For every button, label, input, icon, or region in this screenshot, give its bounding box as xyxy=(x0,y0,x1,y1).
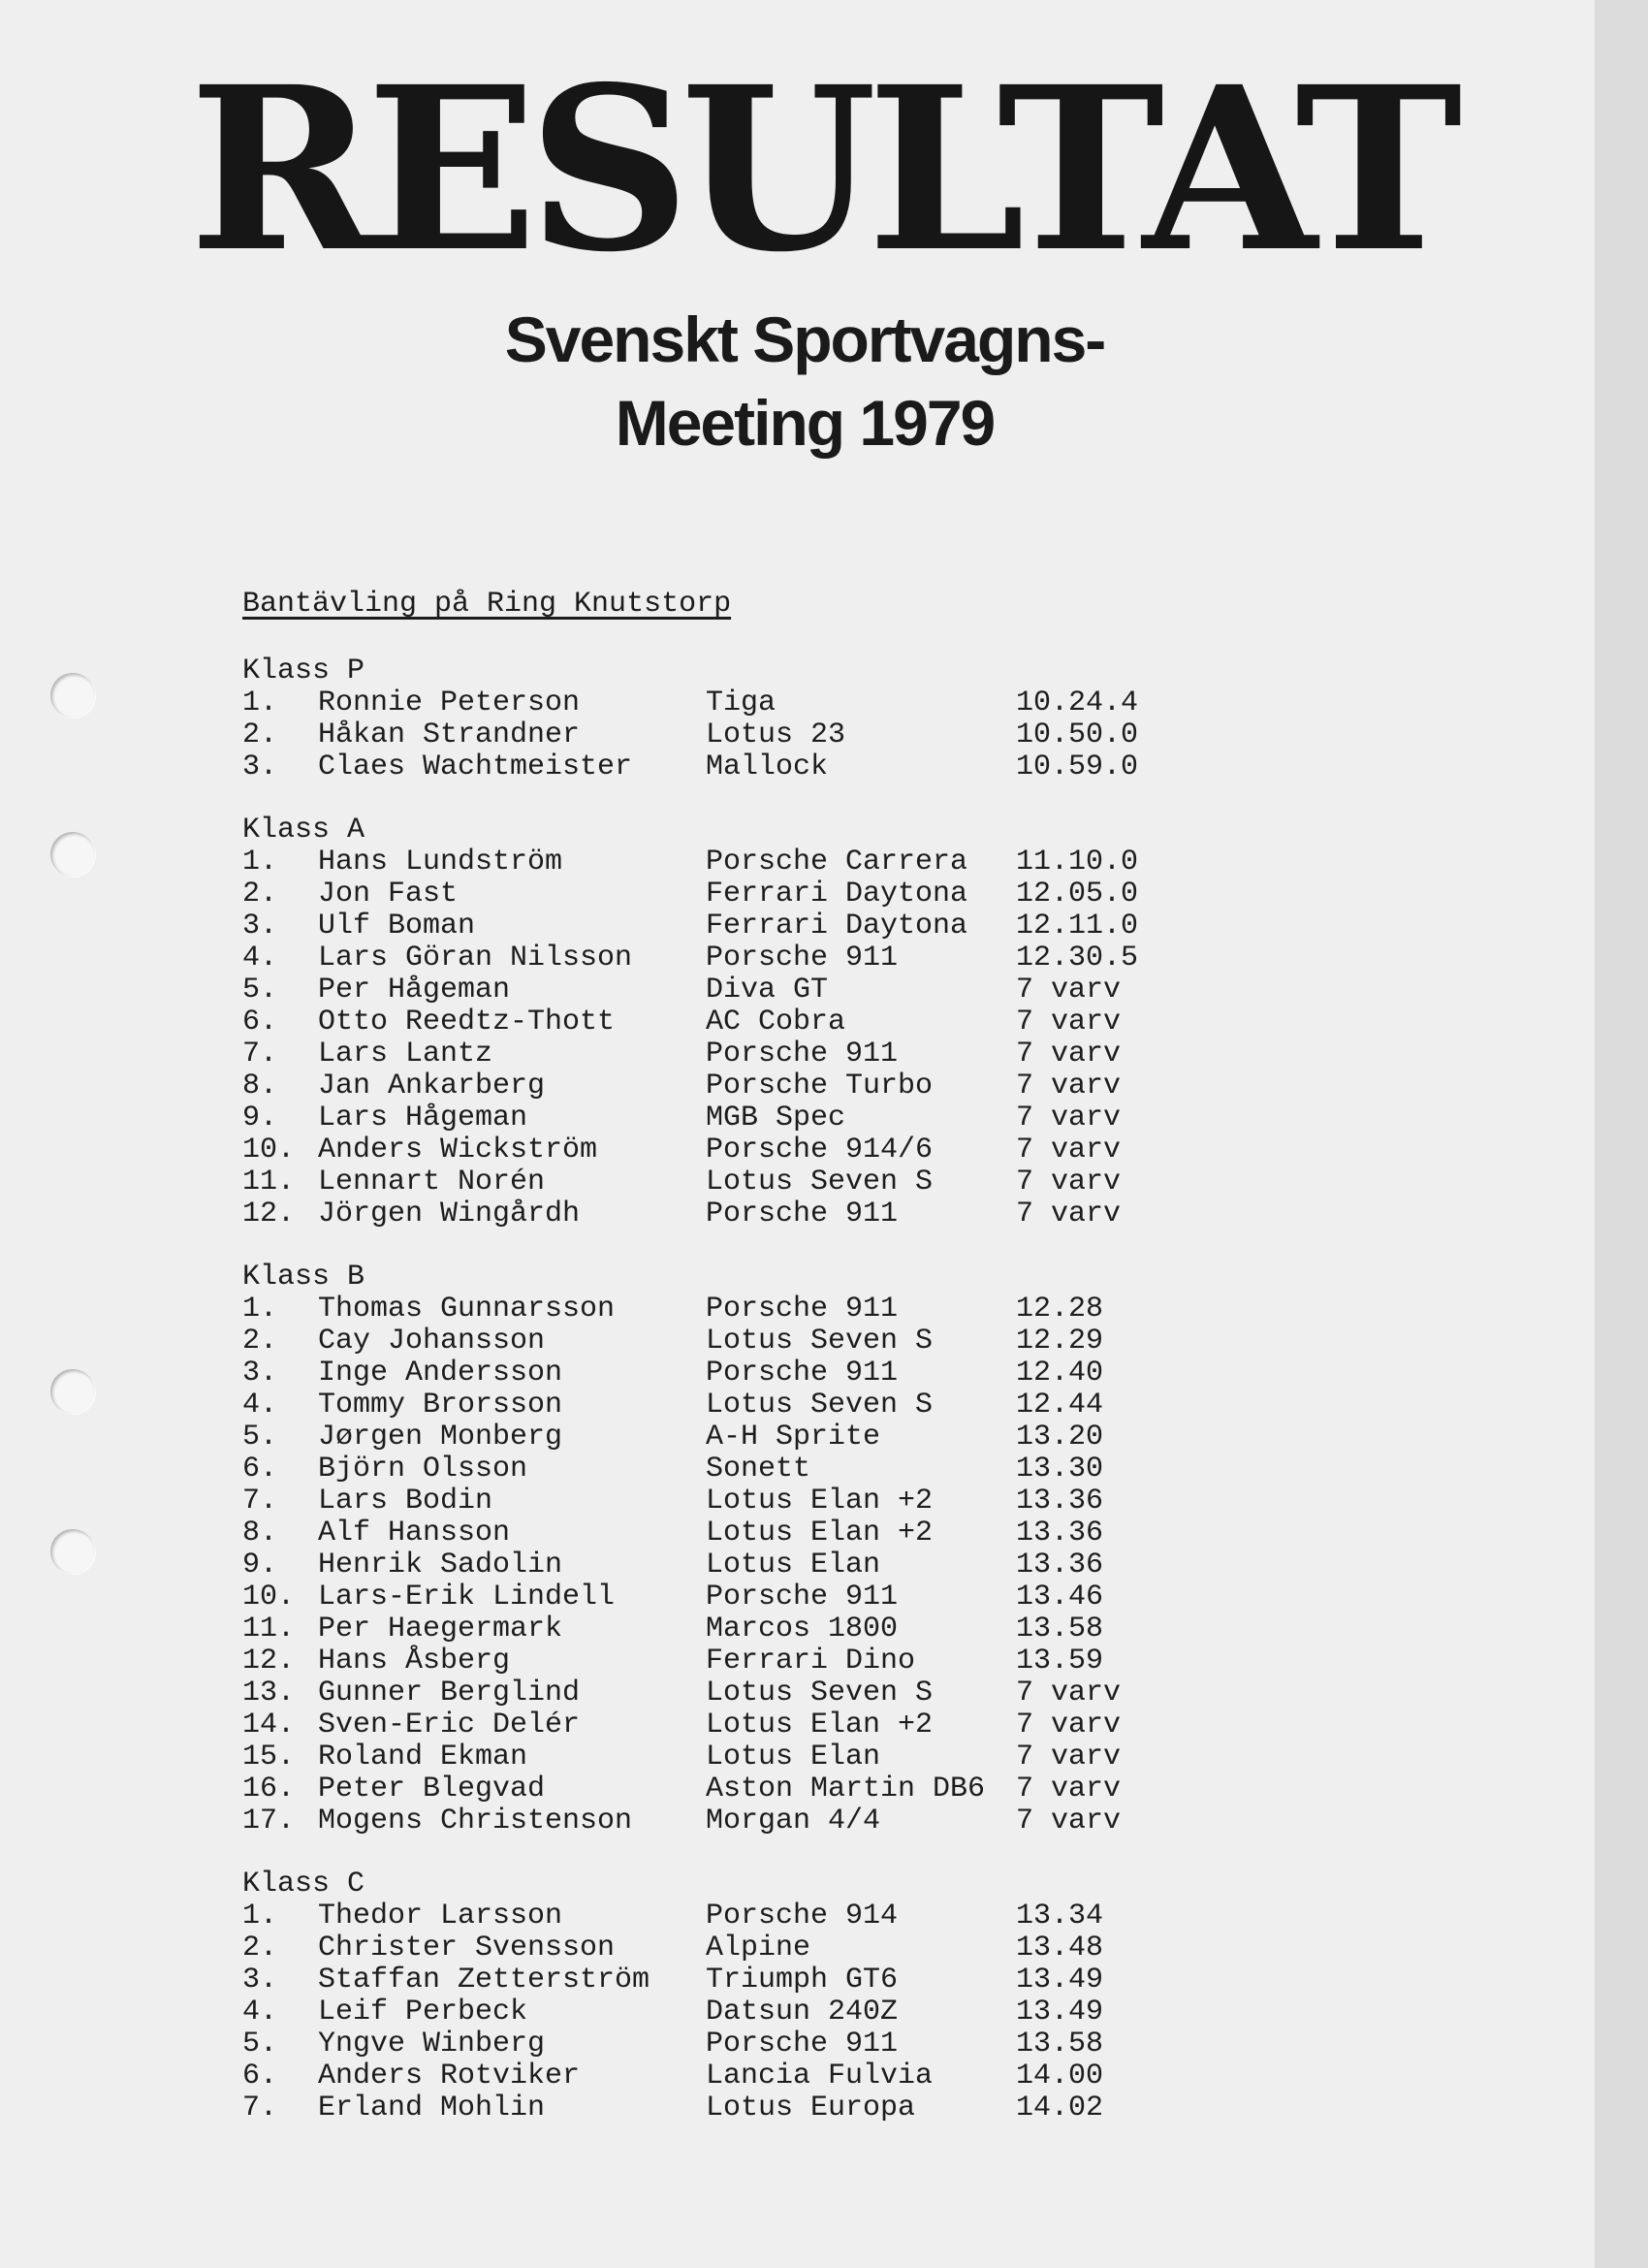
result-time: 7 varv xyxy=(1016,1038,1122,1070)
result-row xyxy=(242,1773,1171,1805)
driver-name: Claes Wachtmeister xyxy=(318,751,633,783)
car-model: MGB Spec xyxy=(706,1102,846,1134)
driver-name: Jon Fast xyxy=(318,878,459,910)
result-row xyxy=(242,1070,1171,1102)
car-model: Lotus Elan +2 xyxy=(706,1485,934,1517)
position: 3. xyxy=(242,1357,278,1390)
driver-name: Lars Bodin xyxy=(318,1485,493,1517)
position: 6. xyxy=(242,2060,278,2092)
driver-name: Tommy Brorsson xyxy=(318,1389,563,1421)
position: 4. xyxy=(242,1389,278,1421)
punch-hole xyxy=(50,832,95,877)
driver-name: Peter Blegvad xyxy=(318,1773,546,1805)
page-edge xyxy=(1595,0,1648,2268)
result-row xyxy=(242,2060,1171,2092)
position: 7. xyxy=(242,2092,278,2124)
driver-name: Thomas Gunnarsson xyxy=(318,1293,616,1326)
car-model: Porsche 911 xyxy=(706,1293,899,1326)
car-model: Porsche 911 xyxy=(706,2028,899,2060)
result-time: 14.00 xyxy=(1016,2060,1104,2092)
result-time: 7 varv xyxy=(1016,1166,1122,1198)
driver-name: Anders Wickström xyxy=(318,1134,598,1166)
class-heading: Klass B xyxy=(242,1261,365,1294)
result-row xyxy=(242,1517,1171,1549)
driver-name: Lars Lantz xyxy=(318,1038,493,1070)
result-row xyxy=(242,1933,1171,1965)
car-model: Lotus Seven S xyxy=(706,1166,934,1198)
position: 13. xyxy=(242,1677,296,1709)
car-model: Aston Martin DB6 xyxy=(706,1773,986,1805)
result-time: 10.59.0 xyxy=(1016,751,1139,783)
result-time: 7 varv xyxy=(1016,1070,1122,1102)
result-row xyxy=(242,1996,1171,2028)
driver-name: Lennart Norén xyxy=(318,1166,546,1198)
driver-name: Jørgen Monberg xyxy=(318,1421,563,1453)
result-row xyxy=(242,1965,1171,1996)
driver-name: Håkan Strandner xyxy=(318,719,581,751)
result-row xyxy=(242,1613,1171,1645)
result-time: 12.05.0 xyxy=(1016,878,1139,910)
result-time: 7 varv xyxy=(1016,1709,1122,1741)
result-time: 13.58 xyxy=(1016,1613,1104,1645)
position: 6. xyxy=(242,1006,278,1038)
driver-name: Per Hågeman xyxy=(318,974,511,1006)
car-model: Datsun 240Z xyxy=(706,1996,899,2028)
result-time: 12.11.0 xyxy=(1016,910,1139,942)
car-model: Lotus Elan +2 xyxy=(706,1517,934,1549)
result-row xyxy=(242,942,1171,974)
position: 6. xyxy=(242,1453,278,1485)
result-row xyxy=(242,1358,1171,1390)
result-row xyxy=(242,751,1171,783)
class-block xyxy=(242,655,1171,783)
result-row xyxy=(242,847,1171,878)
driver-name: Björn Olsson xyxy=(318,1453,528,1485)
result-row xyxy=(242,1549,1171,1581)
result-time: 11.10.0 xyxy=(1016,846,1139,878)
result-row xyxy=(242,1038,1171,1070)
result-row xyxy=(242,1390,1171,1421)
position: 3. xyxy=(242,1964,278,1996)
position: 9. xyxy=(242,1549,278,1581)
position: 2. xyxy=(242,1932,278,1965)
result-time: 13.36 xyxy=(1016,1549,1104,1581)
driver-name: Henrik Sadolin xyxy=(318,1549,563,1581)
result-time: 12.29 xyxy=(1016,1325,1104,1358)
position: 2. xyxy=(242,1325,278,1358)
driver-name: Christer Svensson xyxy=(318,1932,616,1965)
driver-name: Otto Reedtz-Thott xyxy=(318,1006,616,1038)
car-model: Lancia Fulvia xyxy=(706,2060,934,2092)
event-subtitle-line1: Svenskt Sportvagns- xyxy=(504,303,1105,375)
driver-name: Alf Hansson xyxy=(318,1517,511,1549)
car-model: Porsche Carrera xyxy=(706,846,968,878)
position: 2. xyxy=(242,719,278,751)
position: 1. xyxy=(242,1293,278,1326)
result-time: 10.24.4 xyxy=(1016,687,1139,719)
car-model: Ferrari Daytona xyxy=(706,910,968,942)
class-block xyxy=(242,815,1171,1230)
result-time: 10.50.0 xyxy=(1016,719,1139,751)
driver-name: Thedor Larsson xyxy=(318,1900,563,1933)
result-time: 7 varv xyxy=(1016,1006,1122,1038)
result-time: 7 varv xyxy=(1016,1677,1122,1709)
position: 4. xyxy=(242,1996,278,2028)
position: 12. xyxy=(242,1198,296,1230)
position: 5. xyxy=(242,974,278,1006)
result-time: 13.34 xyxy=(1016,1900,1104,1933)
result-time: 12.30.5 xyxy=(1016,942,1139,974)
car-model: Alpine xyxy=(706,1932,811,1965)
result-time: 7 varv xyxy=(1016,1134,1122,1166)
result-row xyxy=(242,1677,1171,1709)
driver-name: Sven-Eric Delér xyxy=(318,1709,581,1741)
punch-hole xyxy=(50,1369,95,1414)
position: 5. xyxy=(242,2028,278,2060)
result-row xyxy=(242,687,1171,719)
position: 1. xyxy=(242,846,278,878)
result-row xyxy=(242,1805,1171,1837)
result-time: 7 varv xyxy=(1016,1741,1122,1773)
result-row xyxy=(242,1709,1171,1741)
punch-hole xyxy=(50,673,95,718)
position: 12. xyxy=(242,1645,296,1677)
result-time: 7 varv xyxy=(1016,974,1122,1006)
car-model: Lotus Seven S xyxy=(706,1325,934,1358)
position: 1. xyxy=(242,687,278,719)
driver-name: Hans Lundström xyxy=(318,846,563,878)
position: 14. xyxy=(242,1709,296,1741)
position: 9. xyxy=(242,1102,278,1134)
result-row xyxy=(242,1198,1171,1230)
driver-name: Lars-Erik Lindell xyxy=(318,1581,616,1613)
result-time: 13.49 xyxy=(1016,1964,1104,1996)
result-row xyxy=(242,1485,1171,1517)
position: 8. xyxy=(242,1517,278,1549)
class-heading: Klass P xyxy=(242,655,365,687)
driver-name: Jörgen Wingårdh xyxy=(318,1198,581,1230)
driver-name: Ulf Boman xyxy=(318,910,476,942)
result-row xyxy=(242,2028,1171,2060)
driver-name: Lars Hågeman xyxy=(318,1102,528,1134)
punch-hole xyxy=(50,1529,95,1574)
result-row xyxy=(242,1645,1171,1677)
car-model: Porsche 911 xyxy=(706,1357,899,1390)
class-block xyxy=(242,1869,1171,2124)
driver-name: Yngve Winberg xyxy=(318,2028,546,2060)
result-row xyxy=(242,1453,1171,1485)
car-model: Triumph GT6 xyxy=(706,1964,899,1996)
result-row xyxy=(242,974,1171,1006)
driver-name: Hans Åsberg xyxy=(318,1645,511,1677)
class-heading: Klass C xyxy=(242,1868,365,1901)
driver-name: Jan Ankarberg xyxy=(318,1070,546,1102)
position: 3. xyxy=(242,751,278,783)
result-time: 13.30 xyxy=(1016,1453,1104,1485)
driver-name: Ronnie Peterson xyxy=(318,687,581,719)
position: 2. xyxy=(242,878,278,910)
driver-name: Mogens Christenson xyxy=(318,1805,633,1837)
position: 10. xyxy=(242,1581,296,1613)
result-row xyxy=(242,1294,1171,1326)
driver-name: Cay Johansson xyxy=(318,1325,546,1358)
position: 5. xyxy=(242,1421,278,1453)
result-row xyxy=(242,719,1171,751)
position: 11. xyxy=(242,1613,296,1645)
position: 1. xyxy=(242,1900,278,1933)
position: 4. xyxy=(242,942,278,974)
result-time: 12.40 xyxy=(1016,1357,1104,1390)
car-model: Sonett xyxy=(706,1453,811,1485)
car-model: Porsche 911 xyxy=(706,1198,899,1230)
driver-name: Inge Andersson xyxy=(318,1357,563,1390)
car-model: Porsche 911 xyxy=(706,942,899,974)
driver-name: Gunner Berglind xyxy=(318,1677,581,1709)
result-time: 7 varv xyxy=(1016,1805,1122,1837)
driver-name: Staffan Zetterström xyxy=(318,1964,650,1996)
result-time: 13.36 xyxy=(1016,1485,1104,1517)
car-model: AC Cobra xyxy=(706,1006,846,1038)
position: 17. xyxy=(242,1805,296,1837)
result-time: 13.49 xyxy=(1016,1996,1104,2028)
car-model: Lotus Seven S xyxy=(706,1677,934,1709)
class-heading: Klass A xyxy=(242,814,365,847)
result-row xyxy=(242,878,1171,910)
result-row xyxy=(242,1134,1171,1166)
car-model: Ferrari Dino xyxy=(706,1645,916,1677)
position: 11. xyxy=(242,1166,296,1198)
result-row xyxy=(242,2092,1171,2124)
car-model: Porsche 911 xyxy=(706,1038,899,1070)
car-model: Marcos 1800 xyxy=(706,1613,899,1645)
position: 7. xyxy=(242,1485,278,1517)
section-title: Bantävling på Ring Knutstorp xyxy=(242,588,732,621)
car-model: Morgan 4/4 xyxy=(706,1805,881,1837)
car-model: Lotus Europa xyxy=(706,2092,916,2124)
results-list xyxy=(242,655,1171,2156)
position: 15. xyxy=(242,1741,296,1773)
car-model: Diva GT xyxy=(706,974,829,1006)
car-model: Tiga xyxy=(706,687,776,719)
result-row xyxy=(242,1166,1171,1198)
result-time: 13.59 xyxy=(1016,1645,1104,1677)
car-model: Lotus 23 xyxy=(706,719,846,751)
position: 8. xyxy=(242,1070,278,1102)
car-model: Lotus Elan +2 xyxy=(706,1709,934,1741)
car-model: A-H Sprite xyxy=(706,1421,881,1453)
result-time: 14.02 xyxy=(1016,2092,1104,2124)
result-time: 13.36 xyxy=(1016,1517,1104,1549)
result-time: 12.28 xyxy=(1016,1293,1104,1326)
position: 7. xyxy=(242,1038,278,1070)
result-time: 7 varv xyxy=(1016,1198,1122,1230)
class-block xyxy=(242,1262,1171,1837)
result-row xyxy=(242,1901,1171,1933)
result-time: 12.44 xyxy=(1016,1389,1104,1421)
result-row xyxy=(242,1581,1171,1613)
driver-name: Lars Göran Nilsson xyxy=(318,942,633,974)
driver-name: Erland Mohlin xyxy=(318,2092,546,2124)
event-subtitle-line2: Meeting 1979 xyxy=(615,387,995,459)
result-time: 13.58 xyxy=(1016,2028,1104,2060)
car-model: Mallock xyxy=(706,751,829,783)
result-row xyxy=(242,1741,1171,1773)
position: 16. xyxy=(242,1773,296,1805)
result-row xyxy=(242,1421,1171,1453)
result-time: 7 varv xyxy=(1016,1773,1122,1805)
position: 3. xyxy=(242,910,278,942)
result-row xyxy=(242,1006,1171,1038)
car-model: Porsche Turbo xyxy=(706,1070,934,1102)
car-model: Lotus Elan xyxy=(706,1741,881,1773)
result-time: 7 varv xyxy=(1016,1102,1122,1134)
result-row xyxy=(242,1102,1171,1134)
car-model: Ferrari Daytona xyxy=(706,878,968,910)
page-title: RESULTAT xyxy=(189,37,1453,302)
driver-name: Leif Perbeck xyxy=(318,1996,528,2028)
car-model: Porsche 911 xyxy=(706,1581,899,1613)
result-time: 13.48 xyxy=(1016,1932,1104,1965)
result-row xyxy=(242,1326,1171,1358)
driver-name: Per Haegermark xyxy=(318,1613,563,1645)
driver-name: Roland Ekman xyxy=(318,1741,528,1773)
car-model: Lotus Elan xyxy=(706,1549,881,1581)
driver-name: Anders Rotviker xyxy=(318,2060,581,2092)
car-model: Porsche 914 xyxy=(706,1900,899,1933)
result-time: 13.20 xyxy=(1016,1421,1104,1453)
result-row xyxy=(242,910,1171,942)
result-time: 13.46 xyxy=(1016,1581,1104,1613)
car-model: Porsche 914/6 xyxy=(706,1134,934,1166)
car-model: Lotus Seven S xyxy=(706,1389,934,1421)
position: 10. xyxy=(242,1134,296,1166)
